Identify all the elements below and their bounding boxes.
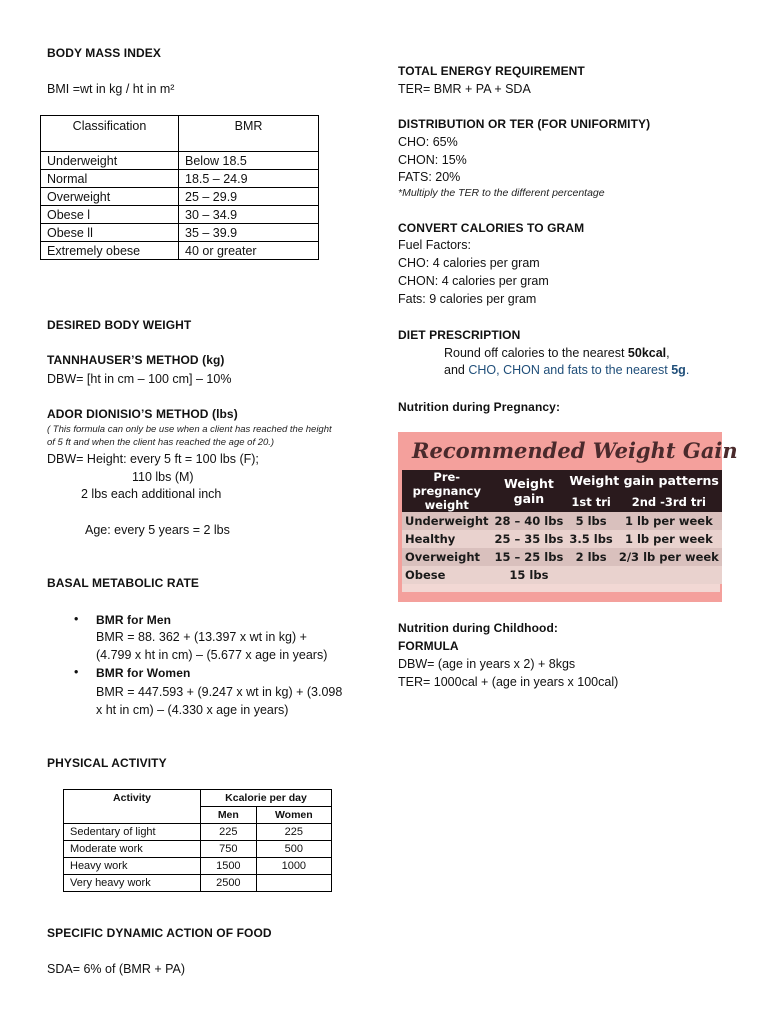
pa-men: 750 bbox=[201, 841, 257, 858]
ador-formula-line-2: 110 lbs (M) bbox=[132, 470, 194, 484]
table-row bbox=[402, 548, 722, 566]
cho-percent: CHO: 65% bbox=[398, 135, 458, 149]
bmr-heading: BASAL METABOLIC RATE bbox=[47, 576, 199, 590]
bmr-women-formula-line-2: x ht in cm) – (4.330 x age in years) bbox=[96, 703, 289, 717]
bmr-men-formula-line-2: (4.799 x ht in cm) – (5.677 x age in years) bbox=[96, 648, 328, 662]
diet-prescription-line-1 bbox=[444, 346, 670, 360]
diet-prescription-heading: DIET PRESCRIPTION bbox=[398, 328, 521, 342]
ador-formula-line-3: 2 lbs each additional inch bbox=[81, 487, 222, 501]
dbw-heading: DESIRED BODY WEIGHT bbox=[47, 318, 192, 332]
fuel-factor-chon: CHON: 4 calories per gram bbox=[398, 274, 549, 288]
bmr-men-label: BMR for Men bbox=[96, 613, 172, 627]
diet-grams: 5g bbox=[671, 363, 686, 377]
table-row bbox=[41, 188, 319, 206]
pa-header-women: Women bbox=[256, 807, 331, 824]
wg-header-gain-1: Weight bbox=[503, 476, 554, 491]
fuel-factor-fats: Fats: 9 calories per gram bbox=[398, 292, 537, 306]
wg-header-pre-1: Pre- bbox=[433, 470, 461, 484]
ter-heading: TOTAL ENERGY REQUIREMENT bbox=[398, 64, 585, 78]
bmi-class: Obese l bbox=[41, 206, 179, 224]
weight-gain-table bbox=[402, 470, 722, 584]
bmi-range: 30 – 34.9 bbox=[179, 206, 319, 224]
formula-heading: FORMULA bbox=[398, 639, 459, 653]
pa-activity: Moderate work bbox=[64, 841, 201, 858]
pa-activity: Heavy work bbox=[64, 858, 201, 875]
wg-header-pre-3: weight bbox=[424, 498, 469, 512]
wg-header-tri1: 1st tri bbox=[566, 491, 616, 512]
ador-heading: ADOR DIONISIO’S METHOD (lbs) bbox=[47, 407, 238, 421]
diet-prescription-line-2 bbox=[444, 363, 689, 377]
weight-gain-graphic bbox=[398, 432, 738, 602]
distribution-note: *Multiply the TER to the different percentage bbox=[398, 187, 605, 199]
wg-tri23: 2/3 lb per week bbox=[616, 548, 722, 566]
diet-and: and bbox=[444, 363, 469, 377]
chon-percent: CHON: 15% bbox=[398, 153, 467, 167]
fats-percent: FATS: 20% bbox=[398, 170, 461, 184]
table-row bbox=[64, 824, 332, 841]
bullet-icon: • bbox=[74, 665, 79, 679]
pa-men: 2500 bbox=[201, 875, 257, 892]
wg-tri1 bbox=[566, 566, 616, 584]
bmi-class: Obese ll bbox=[41, 224, 179, 242]
table-row bbox=[64, 875, 332, 892]
bmr-men-formula-line-1: BMR = 88. 362 + (13.397 x wt in kg) + bbox=[96, 630, 307, 644]
sda-heading: SPECIFIC DYNAMIC ACTION OF FOOD bbox=[47, 926, 272, 940]
pa-women: 225 bbox=[256, 824, 331, 841]
physical-activity-table bbox=[63, 789, 332, 892]
table-row bbox=[41, 152, 319, 170]
wg-tri1: 5 lbs bbox=[566, 512, 616, 530]
bmi-range: 35 – 39.9 bbox=[179, 224, 319, 242]
wg-tri1: 3.5 lbs bbox=[566, 530, 616, 548]
tannhauser-heading: TANNHAUSER’S METHOD (kg) bbox=[47, 353, 225, 367]
wg-tri23 bbox=[616, 566, 722, 584]
wg-header-pre bbox=[402, 470, 492, 512]
table-row bbox=[41, 224, 319, 242]
weight-gain-table-box bbox=[402, 470, 720, 592]
wg-header-patterns: Weight gain patterns bbox=[566, 470, 722, 491]
diet-text: Round off calories to the nearest bbox=[444, 346, 628, 360]
wg-weight: Obese bbox=[402, 566, 492, 584]
pa-header-men: Men bbox=[201, 807, 257, 824]
pa-women: 500 bbox=[256, 841, 331, 858]
bullet-icon: • bbox=[74, 612, 79, 626]
ter-formula: TER= BMR + PA + SDA bbox=[398, 82, 531, 96]
ador-formula-line-1: DBW= Height: every 5 ft = 100 lbs (F); bbox=[47, 452, 259, 466]
child-ter-formula: TER= 1000cal + (age in years x 100cal) bbox=[398, 675, 619, 689]
table-row bbox=[64, 858, 332, 875]
wg-tri23: 1 lb per week bbox=[616, 530, 722, 548]
tannhauser-formula: DBW= [ht in cm – 100 cm] – 10% bbox=[47, 372, 232, 386]
convert-heading: CONVERT CALORIES TO GRAM bbox=[398, 221, 585, 235]
diet-comma: , bbox=[666, 346, 670, 360]
wg-weight: Underweight bbox=[402, 512, 492, 530]
pa-activity: Very heavy work bbox=[64, 875, 201, 892]
wg-gain: 15 lbs bbox=[492, 566, 567, 584]
wg-header-tri23: 2nd -3rd tri bbox=[616, 491, 722, 512]
bmi-formula: BMI =wt in kg / ht in m² bbox=[47, 82, 175, 96]
diet-kcal: 50kcal bbox=[627, 346, 667, 360]
wg-weight: Overweight bbox=[402, 548, 492, 566]
bmi-range: 25 – 29.9 bbox=[179, 188, 319, 206]
wg-gain: 15 – 25 lbs bbox=[492, 548, 567, 566]
bmi-header-bmr: BMR bbox=[179, 116, 319, 152]
pa-header-kcal: Kcalorie per day bbox=[201, 790, 332, 807]
distribution-heading: DISTRIBUTION OR TER (FOR UNIFORMITY) bbox=[398, 117, 651, 131]
sda-formula: SDA= 6% of (BMR + PA) bbox=[47, 962, 186, 976]
wg-header-gain bbox=[492, 470, 567, 512]
pa-men: 225 bbox=[201, 824, 257, 841]
wg-tri23: 1 lb per week bbox=[616, 512, 722, 530]
childhood-heading: Nutrition during Childhood: bbox=[398, 621, 558, 635]
ador-note-line-2: of 5 ft and when the client has reached the age of 20.) bbox=[47, 437, 275, 448]
bmi-range: 40 or greater bbox=[179, 242, 319, 260]
diet-period: . bbox=[685, 363, 690, 377]
bmr-women-label: BMR for Women bbox=[96, 666, 191, 680]
pa-heading: PHYSICAL ACTIVITY bbox=[47, 756, 167, 770]
diet-macros: CHO, CHON and fats to the nearest bbox=[468, 363, 672, 377]
bmi-heading: BODY MASS INDEX bbox=[47, 46, 161, 60]
fuel-factors-label: Fuel Factors: bbox=[398, 238, 471, 252]
bmr-women-formula-line-1: BMR = 447.593 + (9.247 x wt in kg) + (3.098 bbox=[96, 685, 343, 699]
bmi-range: Below 18.5 bbox=[179, 152, 319, 170]
pa-women bbox=[256, 875, 331, 892]
table-row bbox=[402, 530, 722, 548]
table-row bbox=[41, 206, 319, 224]
ador-formula-line-4: Age: every 5 years = 2 lbs bbox=[85, 523, 230, 537]
table-row bbox=[41, 242, 319, 260]
bmi-class: Extremely obese bbox=[41, 242, 179, 260]
table-row bbox=[41, 170, 319, 188]
wg-header-gain-2: gain bbox=[513, 491, 545, 506]
pa-activity: Sedentary of light bbox=[64, 824, 201, 841]
child-dbw-formula: DBW= (age in years x 2) + 8kgs bbox=[398, 657, 576, 671]
wg-weight: Healthy bbox=[402, 530, 492, 548]
pa-header-activity: Activity bbox=[64, 790, 201, 824]
wg-gain: 25 – 35 lbs bbox=[492, 530, 567, 548]
wg-header-pre-2: pregnancy bbox=[412, 484, 481, 498]
wg-gain: 28 – 40 lbs bbox=[492, 512, 567, 530]
weight-gain-title: Recommended Weight Gain bbox=[412, 438, 738, 463]
ador-note-line-1: ( This formula can only be use when a client has reached the height bbox=[47, 424, 332, 435]
fuel-factor-cho: CHO: 4 calories per gram bbox=[398, 256, 540, 270]
wg-tri1: 2 lbs bbox=[566, 548, 616, 566]
table-row bbox=[402, 566, 722, 584]
bmi-class: Overweight bbox=[41, 188, 179, 206]
bmi-header-classification: Classification bbox=[41, 116, 179, 152]
bmi-class: Underweight bbox=[41, 152, 179, 170]
pregnancy-heading: Nutrition during Pregnancy: bbox=[398, 400, 561, 414]
pa-men: 1500 bbox=[201, 858, 257, 875]
bmi-class: Normal bbox=[41, 170, 179, 188]
table-row bbox=[402, 512, 722, 530]
table-row bbox=[64, 841, 332, 858]
bmi-range: 18.5 – 24.9 bbox=[179, 170, 319, 188]
pa-women: 1000 bbox=[256, 858, 331, 875]
bmi-table bbox=[40, 115, 319, 260]
